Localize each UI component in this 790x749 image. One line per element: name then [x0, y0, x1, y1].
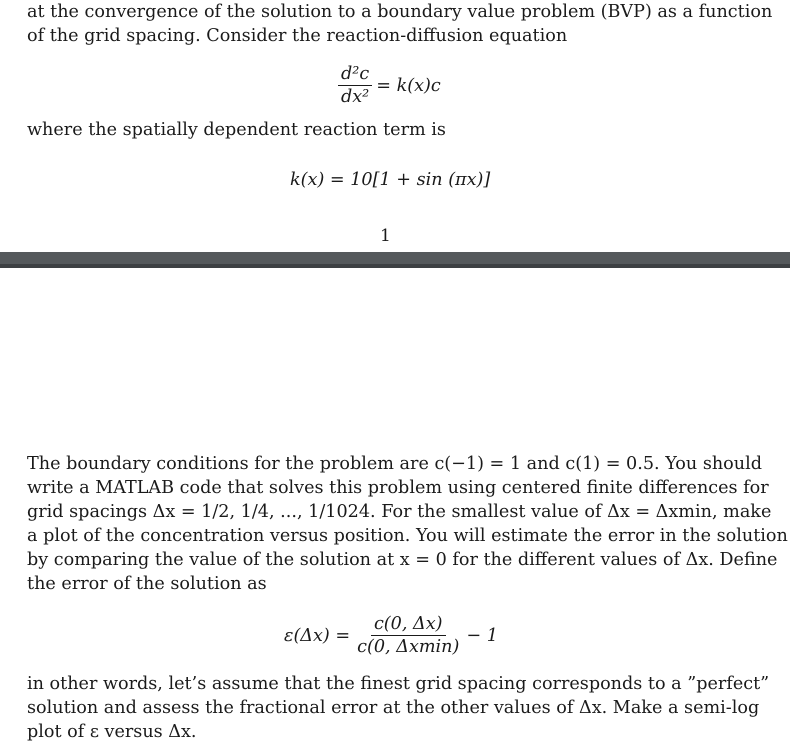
reaction-diffusion-equation — [334, 64, 441, 107]
fraction-denominator: dx² — [341, 87, 370, 107]
text-line: where the spatially dependent reaction term is — [27, 120, 446, 140]
document-page-1 — [0, 0, 790, 252]
document-page-2 — [0, 268, 790, 749]
page-number: 1 — [380, 226, 391, 246]
text-line: a plot of the concentration versus position. You will estimate the error in the solution — [27, 526, 788, 546]
text-line: plot of ε versus Δx. — [27, 722, 197, 742]
intro-paragraph — [27, 0, 773, 48]
text-line: solution and assess the fractional error at the other values of Δx. Make a semi-log — [27, 698, 760, 718]
text-line: grid spacings Δx = 1/2, 1/4, ..., 1/1024. For the smallest value of Δx = Δxmin, make — [27, 502, 772, 522]
equation-rhs: − 1 — [466, 625, 498, 646]
reaction-term-equation: k(x) = 10[1 + sin (πx)] — [290, 170, 491, 190]
equation-rhs: = k(x)c — [376, 75, 441, 96]
error-fraction — [354, 614, 462, 657]
fraction-numerator: c(0, Δx) — [371, 614, 446, 636]
text-line: in other words, let’s assume that the finest grid spacing corresponds to a ”perfect” — [27, 674, 770, 694]
boundary-conditions-paragraph — [27, 452, 788, 596]
text-line: by comparing the value of the solution at x = 0 for the different values of Δx. Define — [27, 550, 778, 570]
error-explanation-paragraph — [27, 672, 770, 744]
second-derivative-fraction — [338, 64, 372, 107]
page-divider — [0, 252, 790, 268]
fraction-denominator: c(0, Δxmin) — [357, 637, 460, 657]
text-line: The boundary conditions for the problem are c(−1) = 1 and c(1) = 0.5. You should — [27, 454, 762, 474]
text-line: of the grid spacing. Consider the reaction-diffusion equation — [27, 26, 568, 46]
text-line: the error of the solution as — [27, 574, 267, 594]
text-line: write a MATLAB code that solves this problem using centered finite differences for — [27, 478, 769, 498]
equation-lhs: ε(Δx) = — [284, 625, 351, 646]
where-paragraph — [27, 118, 749, 142]
text-line: at the convergence of the solution to a boundary value problem (BVP) as a function — [27, 2, 773, 22]
fraction-numerator: d²c — [338, 64, 372, 86]
error-definition-equation — [284, 614, 498, 657]
